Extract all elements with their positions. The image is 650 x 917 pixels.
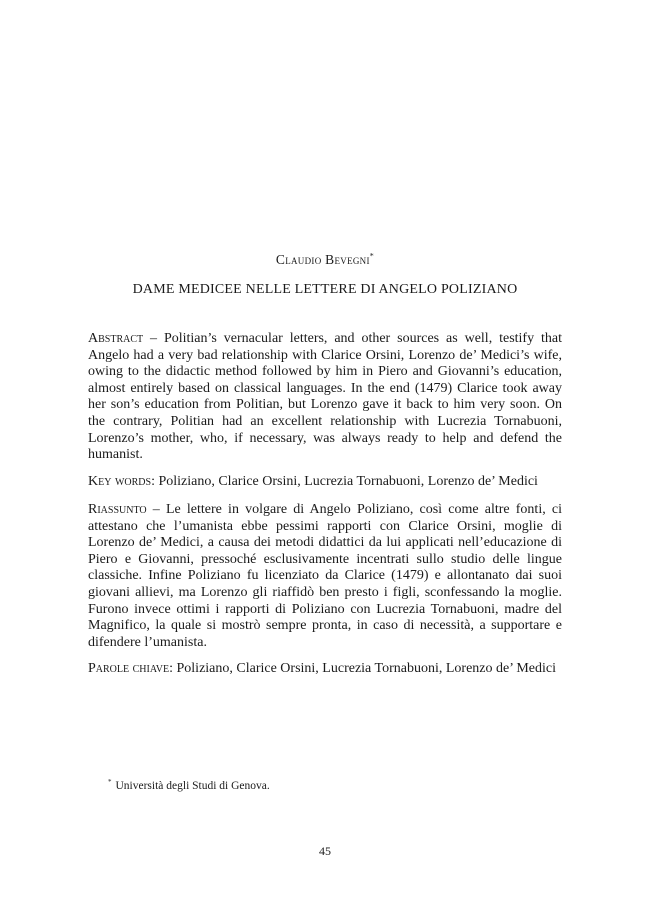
- footnote-marker: *: [108, 778, 112, 787]
- author-name: Claudio Bevegni: [275, 252, 370, 267]
- page-number: 45: [319, 844, 331, 858]
- keywords-paragraph: [88, 474, 562, 491]
- abstract-paragraph: [88, 331, 562, 464]
- riassunto-label: Riassunto: [88, 502, 147, 517]
- author-footnote-marker: *: [369, 251, 375, 261]
- parole-chiave-paragraph: [88, 661, 562, 678]
- author-line: [0, 252, 650, 268]
- abstract-text: – Politian’s vernacular letters, and other sources as well, testify that Angelo had a very bad relationship with Clarice Orsini, Lorenzo de’ Medici’s wife, owing to the didactic method followed by him in Piero and Giovanni’s education, almost entirely based on classical languages. In the end (1479) Clarice took away her son’s education from Politian, but Lorenzo gave it back to him very soon. On the contrary, Politian had an excellent relationship with Lucrezia Tornabuoni, Lorenzo’s mother, who, if necessary, was always ready to help and defend the humanist.: [88, 331, 562, 463]
- parole-chiave-text: : Poliziano, Clarice Orsini, Lucrezia Tornabuoni, Lorenzo de’ Medici: [169, 661, 556, 676]
- keywords-text: : Poliziano, Clarice Orsini, Lucrezia Tornabuoni, Lorenzo de’ Medici: [151, 474, 538, 489]
- parole-chiave-label: Parole chiave: [88, 661, 170, 676]
- riassunto-text: – Le lettere in volgare di Angelo Poliziano, così come altre fonti, ci attestano che l’umanista ebbe pessimi rapporti con Clarice Orsini, moglie di Lorenzo de’ Medici, a causa dei metodi didattici da lui applicati nell’educazione di Piero e Giovanni, pressoché esclusivamente incentrati sullo studio delle lingue classiche. Infine Poliziano fu licenziato da Clarice (1479) e allontanato dai suoi giovani allievi, ma Lorenzo gli riaffidò ben presto i figli, sconfessando la moglie. Furono invece ottimi i rapporti di Poliziano con Lucrezia Tornabuoni, madre del Magnifico, la quale si mostrò sempre pronta, in caso di necessità, a supportare e difendere l’umanista.: [88, 502, 562, 650]
- footnote: [108, 780, 270, 792]
- footnote-text: Università degli Studi di Genova.: [115, 780, 270, 792]
- paper-title: DAME MEDICEE NELLE LETTERE DI ANGELO POLIZIANO: [132, 282, 518, 297]
- abstract-label: Abstract: [88, 331, 144, 346]
- keywords-label: Key words: [88, 474, 152, 489]
- riassunto-paragraph: [88, 502, 562, 651]
